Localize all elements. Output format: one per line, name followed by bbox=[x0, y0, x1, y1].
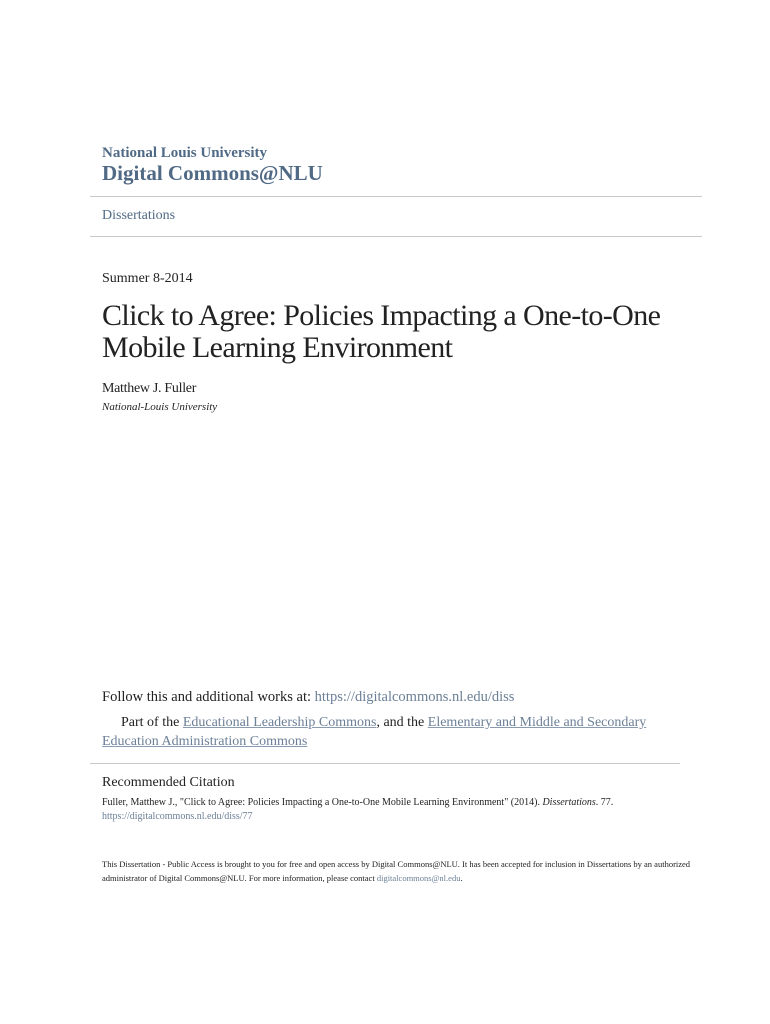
elementary-secondary-admin-commons-link[interactable]: Elementary and Middle and Secondary Education Administration Commons bbox=[102, 715, 647, 749]
divider bbox=[90, 196, 702, 197]
author-name: Matthew J. Fuller bbox=[102, 381, 197, 396]
educational-leadership-commons-link[interactable]: Educational Leadership Commons bbox=[182, 715, 377, 730]
citation-end: . 77. bbox=[595, 797, 614, 808]
notice-end: . bbox=[460, 873, 463, 883]
recommended-citation-heading: Recommended Citation bbox=[102, 775, 235, 790]
divider bbox=[90, 236, 702, 237]
citation-series: Dissertations bbox=[542, 797, 596, 808]
citation-url-link[interactable]: https://digitalcommons.nl.edu/diss/77 bbox=[102, 811, 253, 822]
part-of-connector: , and the bbox=[376, 715, 428, 730]
follow-label: Follow this and additional works at: bbox=[102, 689, 315, 705]
divider bbox=[90, 763, 680, 764]
part-of-line bbox=[102, 713, 682, 751]
citation-body: Fuller, Matthew J., "Click to Agree: Policies Impacting a One-to-One Mobile Learning Environment" (2014). bbox=[102, 797, 543, 808]
follow-link[interactable]: https://digitalcommons.nl.edu/diss bbox=[314, 689, 515, 705]
institution-name: National Louis University bbox=[102, 145, 268, 161]
notice-text: This Dissertation - Public Access is brought to you for free and open access by Digital Commons@NLU. It has been accepted for inclusion in Dissertations by an authorized administrator of Digital Commons@NLU. For more information, please contact bbox=[102, 859, 691, 883]
access-notice bbox=[102, 857, 702, 885]
follow-line bbox=[102, 689, 514, 706]
citation-text bbox=[102, 796, 692, 824]
publication-date: Summer 8-2014 bbox=[102, 271, 193, 286]
collection-link[interactable]: Dissertations bbox=[102, 208, 176, 223]
contact-email-link[interactable]: digitalcommons@nl.edu bbox=[376, 873, 461, 883]
repository-logo-link[interactable]: Digital Commons@NLU bbox=[102, 161, 323, 185]
author-affiliation: National-Louis University bbox=[102, 401, 218, 413]
document-title: Click to Agree: Policies Impacting a One-to-One Mobile Learning Environment bbox=[102, 299, 661, 364]
part-of-label: Part of the bbox=[121, 715, 183, 730]
